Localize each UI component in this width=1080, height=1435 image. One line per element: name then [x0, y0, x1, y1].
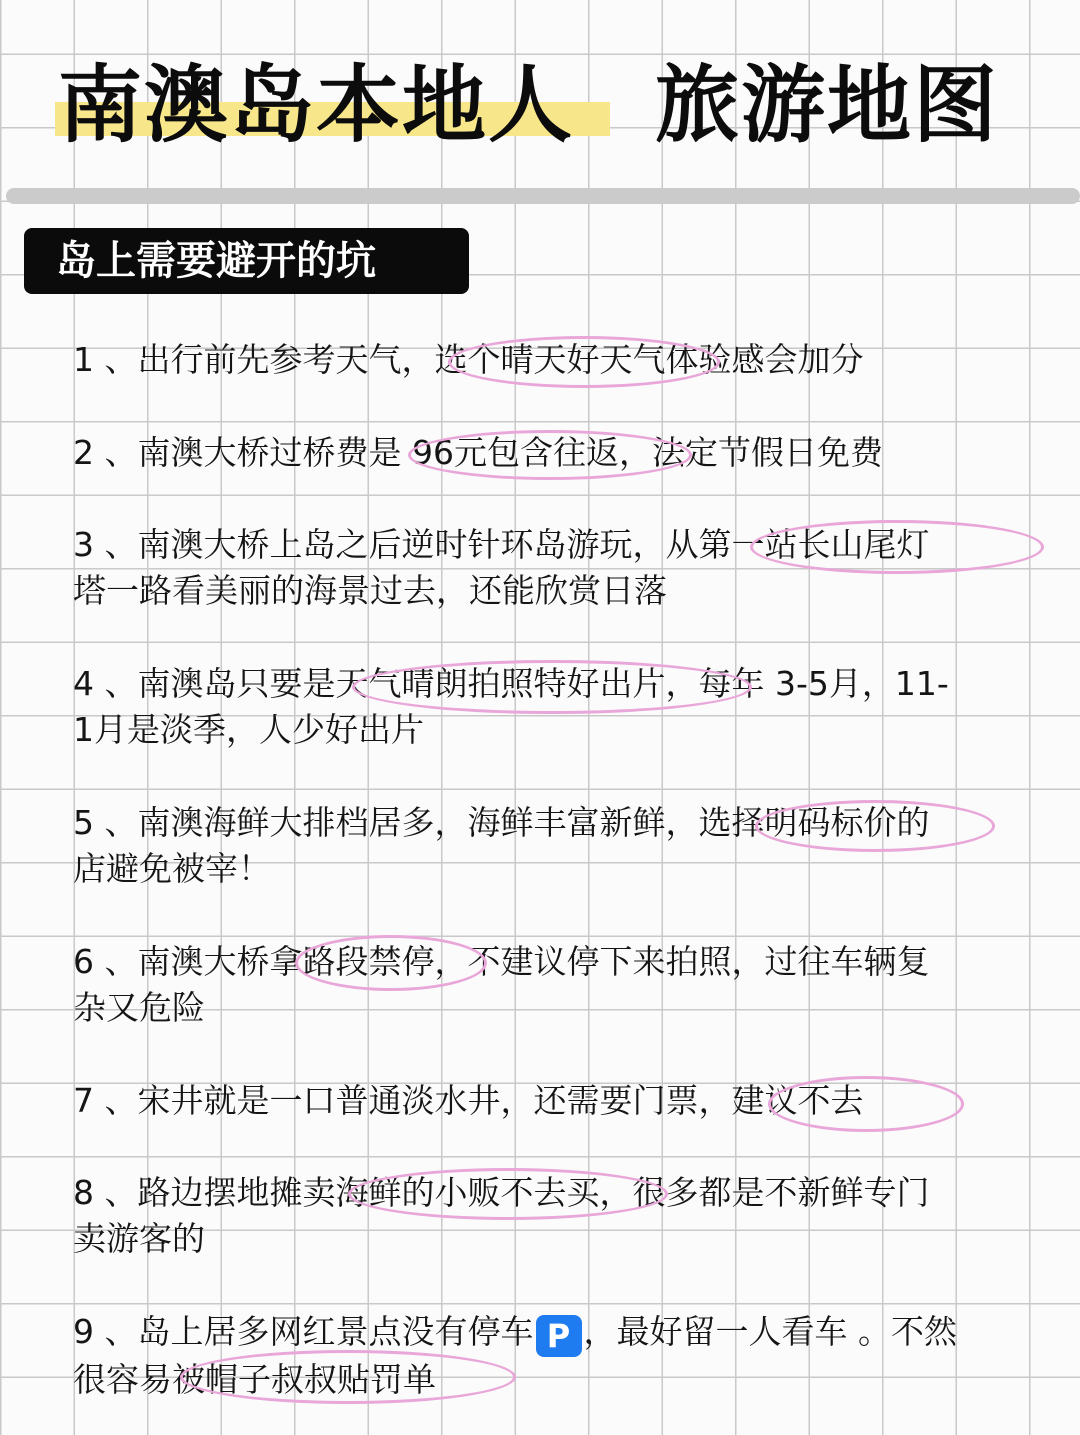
highlight-circle	[348, 1168, 668, 1220]
tip-6-line1: 6 、南澳大桥拿路段禁停，不建议停下来拍照，过往车辆复	[73, 942, 930, 981]
tip-9-line1	[73, 1309, 1063, 1357]
tip-4-line1: 4 、南澳岛只要是天气晴朗拍照特好出片，每年 3-5月，11-	[73, 664, 949, 703]
highlight-circle	[448, 336, 720, 388]
tip-9-line1-b: ，最好留一人看车 。不然	[583, 1312, 957, 1351]
highlight-circle	[755, 800, 995, 852]
tip-4-line2: 1月是淡季，人少好出片	[73, 710, 424, 749]
tip-5-line1: 5 、南澳海鲜大排档居多，海鲜丰富新鲜，选择明码标价的	[73, 803, 930, 842]
highlight-circle	[750, 520, 1044, 574]
tip-9-line1-a: 9 、岛上居多网红景点没有停车	[73, 1312, 534, 1351]
title-row	[0, 40, 1080, 180]
tip-9-line2: 很容易被帽子叔叔贴罚单	[73, 1360, 436, 1399]
tip-7-line1: 7 、宋井就是一口普通淡水井，还需要门票，建议不去	[73, 1081, 864, 1120]
highlight-circle	[180, 1350, 516, 1404]
tip-3-line2: 塔一路看美丽的海景过去，还能欣赏日落	[73, 571, 667, 610]
page-title-part1: 南澳岛本地人	[58, 56, 575, 154]
highlight-circle	[768, 1076, 964, 1132]
highlight-circle	[295, 935, 487, 991]
tip-8-line1: 8 、路边摆地摊卖海鲜的小贩不去买，很多都是不新鲜专门	[73, 1173, 930, 1212]
tip-2-line1: 2 、南澳大桥过桥费是 96元包含往返，法定节假日免费	[73, 433, 883, 472]
highlight-circle	[352, 660, 752, 714]
tip-8-line2: 卖游客的	[73, 1219, 205, 1258]
tip-6-line2: 杂又危险	[73, 988, 205, 1027]
highlight-circle	[408, 430, 692, 480]
tip-6	[73, 939, 1063, 1031]
parking-icon: P	[536, 1315, 582, 1357]
tip-1-line1: 1 、出行前先参考天气，选个晴天好天气体验感会加分	[73, 340, 864, 379]
section-tag: 岛上需要避开的坑	[24, 228, 469, 294]
tip-3-line1: 3 、南澳大桥上岛之后逆时针环岛游玩，从第一站长山尾灯	[73, 525, 930, 564]
divider-bar	[6, 188, 1080, 204]
page-title-part2: 旅游地图	[655, 56, 1000, 154]
tip-5-line2: 店避免被宰！	[73, 849, 271, 888]
